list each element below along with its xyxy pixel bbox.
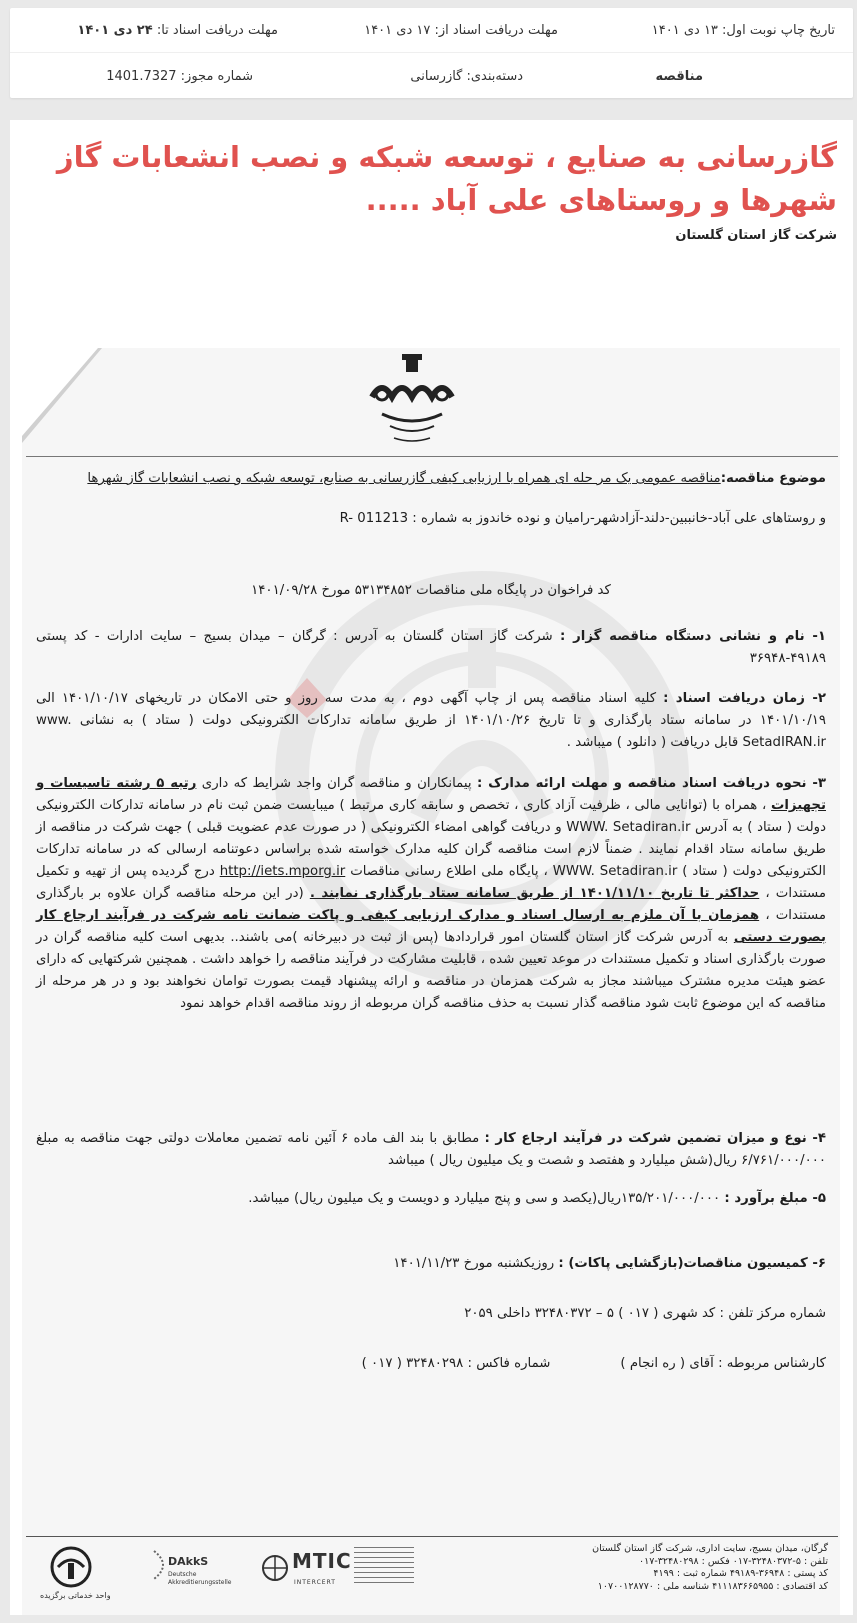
- letterhead-rule: [26, 456, 838, 457]
- footer-rule: [26, 1536, 838, 1537]
- section-3: [36, 773, 826, 1015]
- call-code: کد فراخوان در پایگاه ملی مناقصات ۵۳۱۳۴۸۵۲ مورخ ۱۴۰۱/۰۹/۲۸: [251, 583, 611, 598]
- fax-number: شماره فاکس : ۳۲۴۸۰۲۹۸ ( ۰۱۷ ): [361, 1356, 551, 1371]
- section-3-text-d: (در این مرحله مناقصه گران علاوه بر بارگذاری مستندات ،: [36, 886, 826, 923]
- tender-type: مناقصه: [655, 68, 703, 84]
- dakks-label: DAkkS: [168, 1555, 209, 1568]
- section-2-text: کلیه اسناد مناقصه پس از چاپ آگهی دوم ، به مدت سه روز و حتی الامکان در تاریخهای ۱۴۰۱/۱۰/۱۷ الی ۱۴۰۱/۱۰/۱۹ در سامانه ستاد بارگذاری و تا تاریخ ۱۴۰۱/۱۰/۲۶ از طریق سامانه تدارکات الکترونیکی دولت ( ستاد ) به نشانی www. SetadIRAN.ir قابل دریافت ( دانلود ) میباشد .: [36, 691, 826, 750]
- section-3-text-a: پیمانکاران و مناقصه گران واجد شرایط که داری: [201, 776, 472, 791]
- contact-person: کارشناس مربوطه : آقای ( ره انجام ): [620, 1356, 826, 1371]
- select-unit-caption: واحد خدماتی برگزیده: [40, 1591, 111, 1600]
- subject-text-1: مناقصه عمومی یک مر حله ای همراه با ارزیابی کیفی گازرسانی به صنایع، توسعه شبکه و نصب انشعابات گاز شهرها: [87, 471, 721, 486]
- section-1: [36, 626, 826, 670]
- footer-address-line-4: کد اقتصادی : ۴۱۱۱۸۳۶۶۵۹۵۵ شناسه ملی : ۱۰۷۰۰۱۲۸۷۷۰: [597, 1580, 828, 1592]
- section-5: [36, 1188, 826, 1210]
- section-6-text: روزیکشنبه مورخ ۱۴۰۱/۱۱/۲۳: [393, 1256, 555, 1271]
- golestan-gas-logo-icon: [352, 352, 472, 452]
- section-1-label: ۱- نام و نشانی دستگاه مناقصه گزار :: [560, 629, 826, 644]
- tender-headline: گازرسانی به صنایع ، توسعه شبکه و نصب انشعابات گاز شهرها و روستاهای علی آباد .....: [56, 140, 837, 217]
- section-3-deadline: حداکثر تا تاریخ ۱۴۰۱/۱۱/۱۰ از طریق سامانه ستاد بارگذاری نمایند .: [309, 886, 760, 901]
- print-date: تاریخ چاپ نوبت اول: ۱۳ دی ۱۴۰۱: [651, 22, 835, 38]
- info-row-meta: [10, 54, 853, 98]
- section-3-text-c: درج گردیده پس از تهیه و تکمیل مستندات ،: [36, 864, 826, 901]
- tender-category: دسته‌بندی: گازرسانی: [410, 68, 523, 84]
- dakks-sublabel: Deutsche Akkreditierungsstelle: [168, 1571, 232, 1586]
- select-unit-emblem-icon: [46, 1545, 96, 1589]
- section-3-text-b: ، همراه با (توانایی مالی ، ظرفیت آزاد کاری ، تخصص و سابقه کاری مرتبط ) میبایست ضمن ثبت نام در سامانه تدارکات الکترونیکی دولت ( ستاد ) به آدرس WWW. Setadiran.ir و دریافت گواهی امضاء الکترونیکی ( در صورت عدم عضویت قبلی ) جهت شرکت در مناقصه از طریق سامانه ستاد اقدام نمایند . ضمناً لازم است مناقصه گران کلیه مدارک خواسته شده براساس دعوتنامه ارسالی که در سامانه تدارکات الکترونیکی دولت ( ستاد ) WWW. Setadiran.ir ، پایگاه ملی اطلاع رسانی مناقصات: [36, 798, 826, 879]
- section-3-url: http://iets.mporg.ir: [219, 864, 346, 879]
- section-2-label: ۲- زمان دریافت اسناد :: [663, 691, 826, 706]
- receive-until-value: ۲۴ دی ۱۴۰۱: [77, 22, 153, 38]
- section-3-text-e: به آدرس شرکت گاز استان گلستان امور قراردادها (پس از ثبت در دبیرخانه )می باشند.. بدیهی است کلیه مناقصه گران در صورت بارگذاری اسناد و تکمیل مستندات در موعد تعیین شده ، قابلیت مشارکت در فرآیند مناقصه را خواهد داشت . همچنین شرکتهایی که دارای عضو هیئت مدیره مشترک میباشند مجاز به شرکت همزمان در مناقصه و ارائه پیشنهاد قیمت بصورت توامان نخواهند بود و در هر مرحله از مناقصه که این موضوع ثابت شود مناقصه گذار نسبت به حذف مناقصه گران مربوطه از روند مناقصه اقدام خواهد نمود: [36, 930, 826, 1011]
- section-4: [36, 1128, 826, 1172]
- section-4-label: ۴- نوع و میزان تضمین شرکت در فرآیند ارجاع کار :: [484, 1131, 826, 1146]
- phone-line: شماره مرکز تلفن : کد شهری ( ۰۱۷ ) ۵ – ۳۲۴۸۰۳۷۲ داخلی ۲۰۵۹: [464, 1306, 826, 1321]
- contact-line: [36, 1353, 826, 1375]
- section-5-text: ۱۳۵/۲۰۱/۰۰۰/۰۰۰ریال(یکصد و سی و پنج میلیارد و دویست و یک میلیون ریال) میباشد.: [248, 1191, 721, 1206]
- receive-until-date: [77, 23, 278, 38]
- license-number: شماره مجوز: 1401.7327: [106, 68, 253, 84]
- subject-line-1: [36, 468, 826, 490]
- footer-address: [538, 1543, 828, 1593]
- footer-address-line-2: تلفن : ۵-۳۲۴۸۰۳۷۲-۰۱۷ فکس : ۳۲۴۸۰۲۹۸-۰۱۷: [639, 1555, 828, 1567]
- certification-logos: [38, 1543, 418, 1605]
- intercert-globe-icon: [260, 1553, 290, 1583]
- section-2: [36, 688, 826, 754]
- receive-from-date: مهلت دریافت اسناد از: ۱۷ دی ۱۴۰۱: [364, 22, 558, 38]
- section-6-label: ۶- کمیسیون مناقصات(بازگشایی پاکات) :: [558, 1256, 826, 1271]
- subject-label: موضوع مناقصه:: [720, 471, 826, 486]
- subject-line-2: و روستاهای علی آباد-خانببین-دلند-آزادشهر-رامیان و نوده خاندوز به شماره : R- 011213: [339, 511, 826, 526]
- section-5-label: ۵- مبلغ برآورد :: [724, 1191, 826, 1206]
- section-1-text: شرکت گاز استان گلستان به آدرس : گرگان – میدان بسیج – سایت ادارات - کد پستی ۴۹۱۸۹-۳۶۹۴۸: [36, 629, 826, 666]
- section-3-obligation: همزمان با آن ملزم به ارسال اسناد و مدارک ارزیابی کیفی و پاکت ضمانت نامه شرکت در فرآیند ارجاع کار بصورت دستی: [36, 908, 827, 945]
- mtic-label: MTIC: [292, 1549, 352, 1573]
- page-fold-corner: [22, 348, 102, 443]
- section-4-text: مطابق با بند الف ماده ۶ آئین نامه تضمین معاملات دولتی جهت مناقصه به مبلغ ۶/۷۶۱/۰۰۰/۰۰۰ ریال(شش میلیارد و هفتصد و شصت و یک میلیون ریال ) میباشد: [36, 1131, 826, 1168]
- iso-standards-list: [354, 1547, 414, 1585]
- tender-detail-card: [10, 120, 853, 1615]
- info-row-dates: [10, 8, 853, 53]
- tender-info-card: [10, 8, 853, 98]
- footer-address-line-3: کد پستی : ۳۶۹۴۸-۴۹۱۸۹ شماره ثبت : ۴۱۹۹: [653, 1568, 828, 1579]
- organization-name: شرکت گاز استان گلستان: [675, 228, 837, 243]
- section-6: [36, 1253, 826, 1275]
- intercert-label: INTERCERT: [294, 1579, 336, 1586]
- section-3-rank: رتبه ۵ رشته تاسیسات و تجهیزات: [36, 776, 826, 813]
- footer-address-line-1: گرگان، میدان بسیج، سایت اداری، شرکت گاز استان گلستان: [592, 1543, 828, 1554]
- receive-until-label: مهلت دریافت اسناد تا:: [156, 22, 278, 38]
- scanned-notice-image[interactable]: [22, 348, 840, 1615]
- section-3-label: ۳- نحوه دریافت اسناد مناقصه و مهلت ارائه مدارک :: [476, 776, 826, 791]
